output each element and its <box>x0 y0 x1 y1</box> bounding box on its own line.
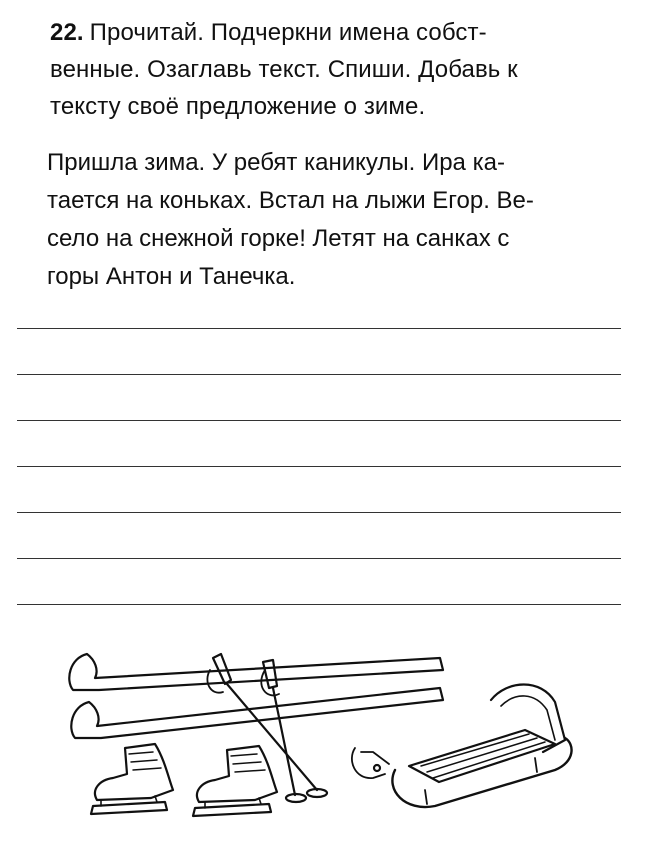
ski-poles-icon <box>207 654 327 802</box>
ice-skates-icon <box>91 744 277 816</box>
task-line-2: венные. Озаглавь текст. Спиши. Добавь к <box>50 56 518 83</box>
story-line-3: село на снежной горке! Летят на санках с <box>47 225 510 252</box>
story-line-4: горы Антон и Танечка. <box>47 263 296 290</box>
task-number: 22. <box>50 19 84 46</box>
task-line-3: тексту своё предложение о зиме. <box>50 93 426 120</box>
task-line-1 <box>50 14 630 51</box>
winter-sports-illustration <box>55 640 625 845</box>
task-instructions <box>50 14 630 125</box>
writing-line-3[interactable] <box>17 420 621 421</box>
writing-line-7[interactable] <box>17 604 621 605</box>
story-text <box>47 144 632 296</box>
writing-line-6[interactable] <box>17 558 621 559</box>
writing-line-5[interactable] <box>17 512 621 513</box>
story-line-1: Пришла зима. У ребят каникулы. Ира ка- <box>47 149 505 176</box>
writing-line-1[interactable] <box>17 328 621 329</box>
skis-icon <box>69 654 443 738</box>
story-line-2: тается на коньках. Встал на лыжи Егор. Ве- <box>47 187 534 214</box>
writing-line-2[interactable] <box>17 374 621 375</box>
sled-icon <box>352 685 572 808</box>
task-text-1: Прочитай. Подчеркни имена собст- <box>89 19 487 46</box>
writing-line-4[interactable] <box>17 466 621 467</box>
